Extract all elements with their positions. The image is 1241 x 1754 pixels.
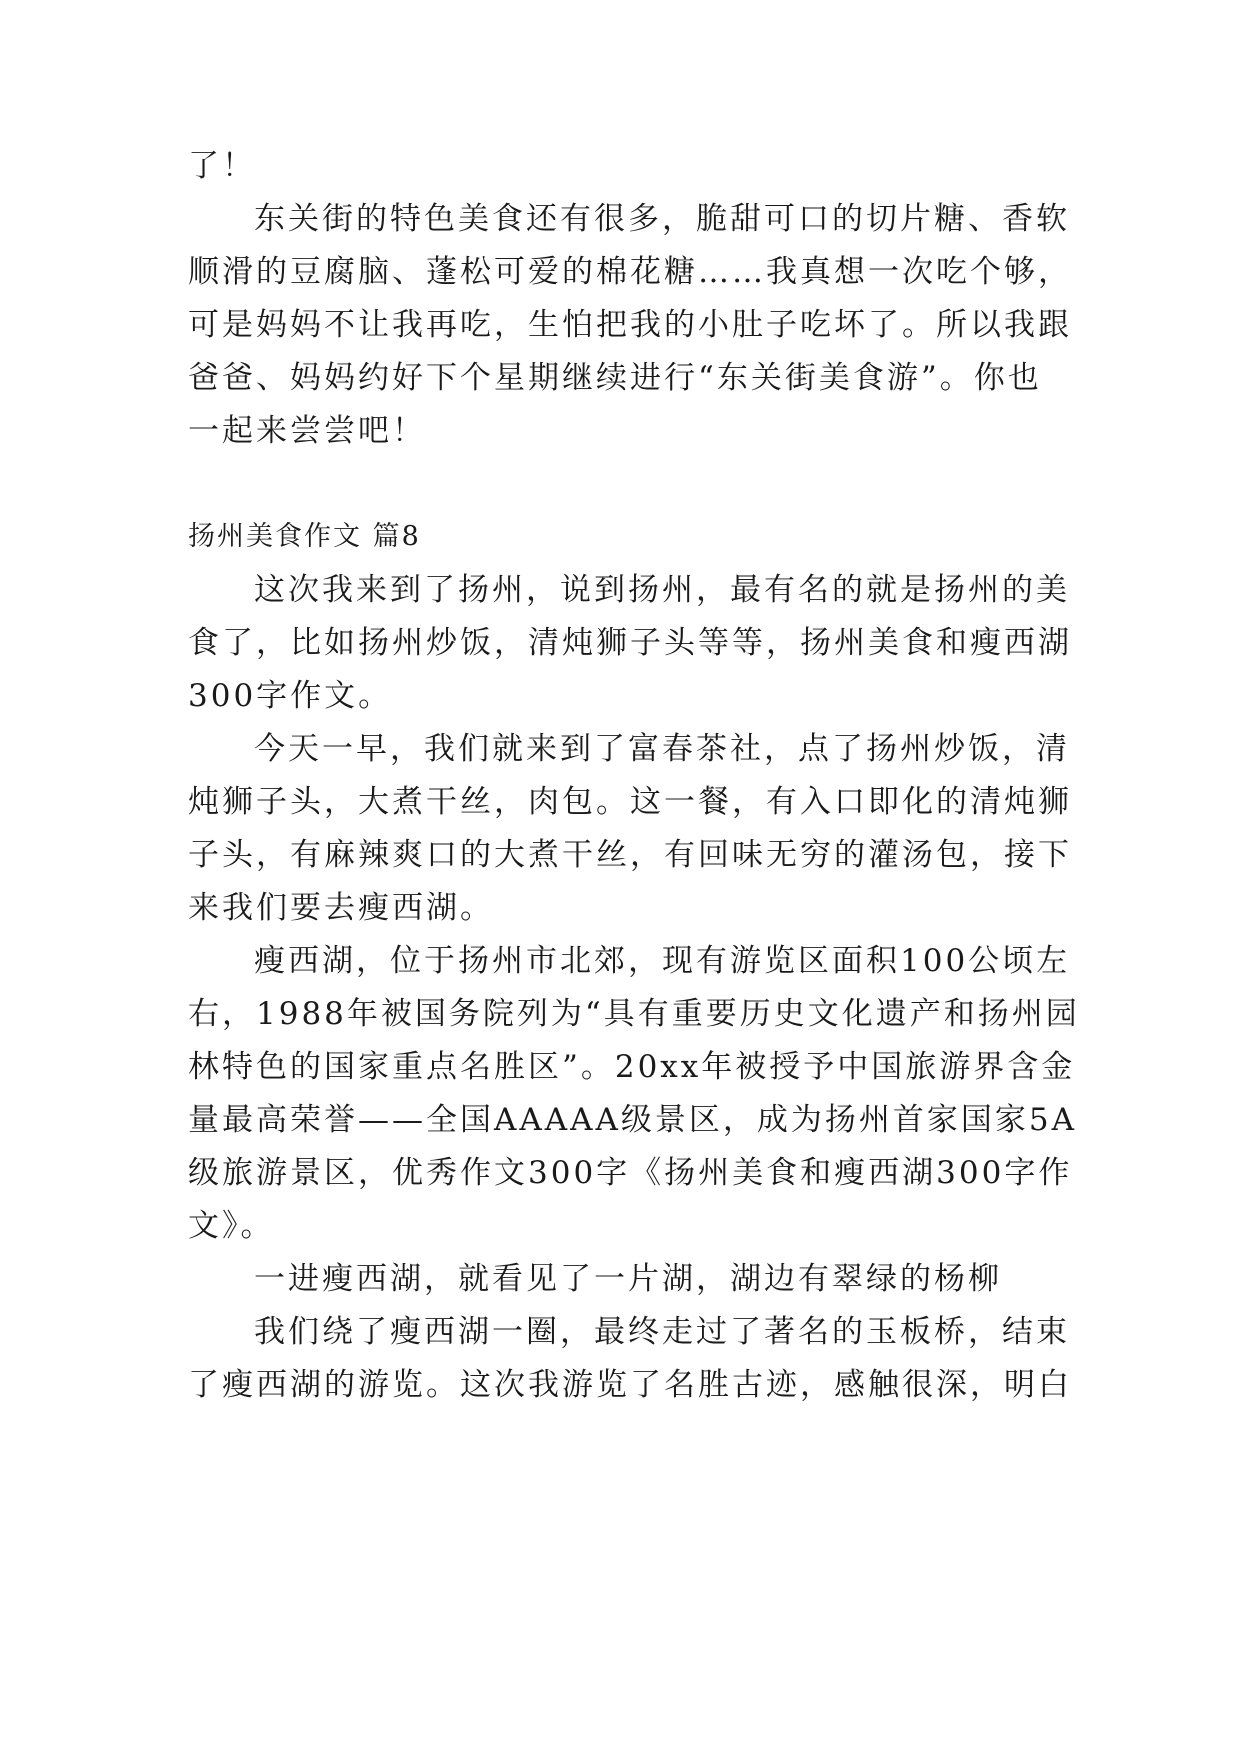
paragraph-line: 这次我来到了扬州，说到扬州，最有名的就是扬州的美 xyxy=(254,572,1070,608)
paragraph-line: 量最高荣誉——全国AAAAA级景区，成为扬州首家国家5A xyxy=(188,1102,1078,1138)
paragraph-line: 级旅游景区，优秀作文300字《扬州美食和瘦西湖300字作 xyxy=(188,1155,1073,1191)
paragraph-line: 东关街的特色美食还有很多，脆甜可口的切片糖、香软 xyxy=(254,201,1070,237)
paragraph-line: 来我们要去瘦西湖。 xyxy=(188,890,494,926)
paragraph-line: 爸爸、妈妈约好下个星期继续进行“东关街美食游”。你也 xyxy=(188,360,1042,396)
paragraph-line: 了瘦西湖的游览。这次我游览了名胜古迹，感触很深，明白 xyxy=(188,1367,1072,1403)
paragraph-line: 右，1988年被国务院列为“具有重要历史文化遗产和扬州园 xyxy=(188,996,1080,1032)
paragraph-line: 子头，有麻辣爽口的大煮干丝，有回味无穷的灌汤包，接下 xyxy=(188,837,1072,873)
paragraph-line: 食了，比如扬州炒饭，清炖狮子头等等，扬州美食和瘦西湖 xyxy=(188,625,1072,661)
paragraph-line: 了！ xyxy=(188,148,256,184)
paragraph-line: 一进瘦西湖，就看见了一片湖，湖边有翠绿的杨柳 xyxy=(254,1261,1002,1297)
paragraph-line: 顺滑的豆腐脑、蓬松可爱的棉花糖……我真想一次吃个够， xyxy=(188,254,1072,290)
paragraph-line: 林特色的国家重点名胜区”。20xx年被授予中国旅游界含金 xyxy=(188,1049,1076,1085)
paragraph-line: 可是妈妈不让我再吃，生怕把我的小肚子吃坏了。所以我跟 xyxy=(188,307,1072,343)
paragraph-line: 今天一早，我们就来到了富春茶社，点了扬州炒饭，清 xyxy=(254,731,1070,767)
paragraph-line: 300字作文。 xyxy=(188,678,393,714)
paragraph-line: 瘦西湖，位于扬州市北郊，现有游览区面积100公顷左 xyxy=(254,943,1071,979)
paragraph-line: 炖狮子头，大煮干丝，肉包。这一餐，有入口即化的清炖狮 xyxy=(188,784,1072,820)
paragraph-line: 一起来尝尝吧！ xyxy=(188,413,426,449)
paragraph-line: 文》。 xyxy=(188,1208,275,1244)
paragraph-line: 我们绕了瘦西湖一圈，最终走过了著名的玉板桥，结束 xyxy=(254,1314,1070,1350)
section-heading: 扬州美食作文 篇8 xyxy=(188,521,421,552)
